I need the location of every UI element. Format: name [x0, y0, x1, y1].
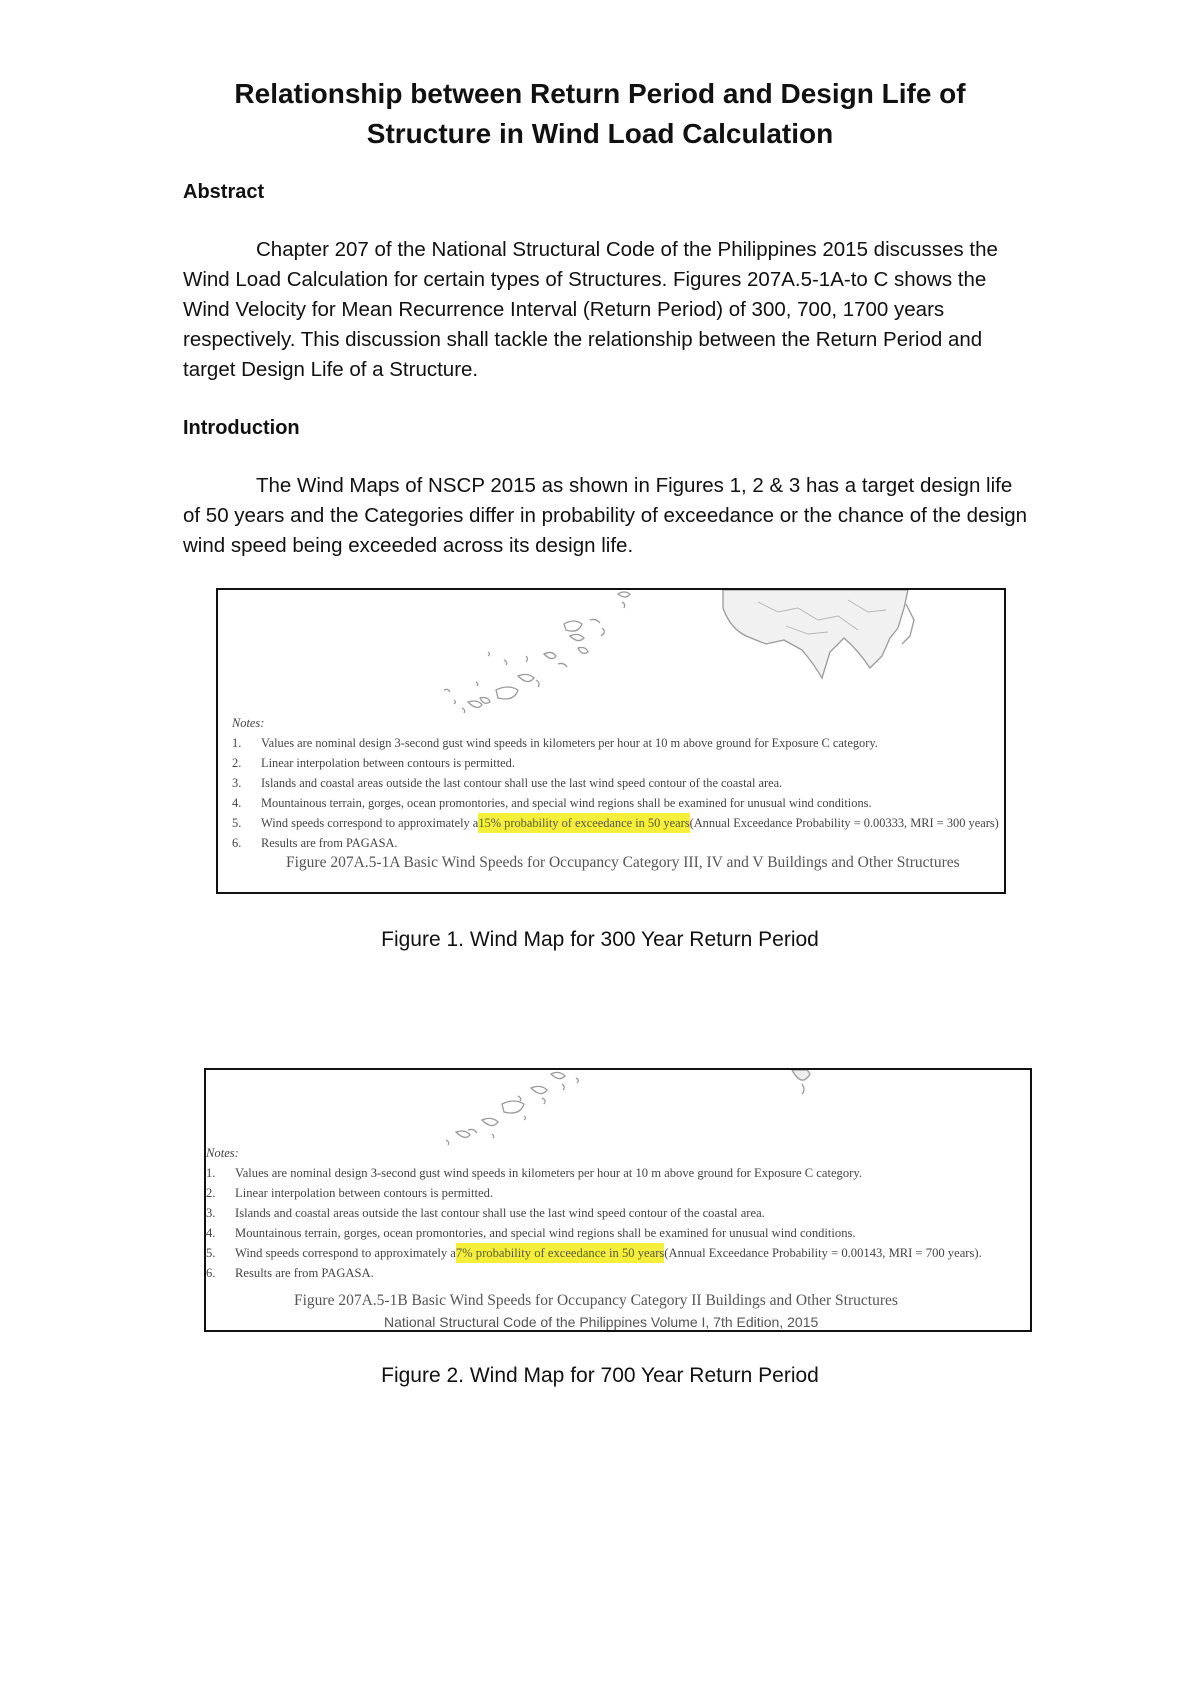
figure-1-caption: Figure 1. Wind Map for 300 Year Return Period [381, 928, 819, 951]
figure-1-notes-list [232, 733, 1002, 853]
figure-2-notes-list [206, 1163, 1026, 1283]
highlighted-probability: 7% probability of exceedance in 50 years [456, 1243, 664, 1263]
list-item: 5. Wind speeds correspond to approximately a 7% probability of exceedance in 50 years (Annual Exceedance Probability = 0.00143, MRI = 700 years). [206, 1243, 1026, 1263]
figure-2-source: National Structural Code of the Philippines Volume I, 7th Edition, 2015 [384, 1314, 819, 1330]
list-item: 1. Values are nominal design 3-second gust wind speeds in kilometers per hour at 10 m above ground for Exposure C category. [206, 1166, 862, 1180]
list-item: 1. Values are nominal design 3-second gust wind speeds in kilometers per hour at 10 m above ground for Exposure C category. [232, 736, 878, 750]
highlighted-probability: 15% probability of exceedance in 50 years [478, 813, 689, 833]
title-line-1: Relationship between Return Period and Design Life of [234, 78, 966, 109]
list-item: 6. Results are from PAGASA. [232, 836, 398, 850]
list-item: 4. Mountainous terrain, gorges, ocean promontories, and special wind regions shall be examined for unusual wind conditions. [206, 1226, 856, 1240]
figure-2-image [204, 1068, 1032, 1332]
title-line-2: Structure in Wind Load Calculation [366, 118, 834, 149]
list-item: 2. Linear interpolation between contours is permitted. [206, 1186, 494, 1200]
list-item: 6. Results are from PAGASA. [206, 1266, 374, 1280]
list-item: 3. Islands and coastal areas outside the last contour shall use the last wind speed contour of the coastal area. [206, 1206, 765, 1220]
figure-2-inner-caption: Figure 207A.5-1B Basic Wind Speeds for Occupancy Category II Buildings and Other Structures [294, 1292, 898, 1309]
figure-1-inner-caption: Figure 207A.5-1A Basic Wind Speeds for Occupancy Category III, IV and V Buildings and Other Structures [286, 854, 960, 871]
list-item: 2. Linear interpolation between contours is permitted. [232, 756, 515, 770]
abstract-paragraph: Chapter 207 of the National Structural Code of the Philippines 2015 discusses the Wind Load Calculation for certain types of Structures. Figures 207A.5-1A-to C shows the Wind Velocity for Mean Recurrence Interval (Return Period) of 300, 700, 1700 years respectively. This discussion shall tackle the relationship between the Return Period and target Design Life of a Structure. [183, 238, 998, 381]
notes-heading: Notes: [206, 1146, 239, 1160]
notes-heading: Notes: [232, 716, 265, 730]
figure-1-notes [232, 716, 1002, 853]
figure-2-caption: Figure 2. Wind Map for 700 Year Return Period [381, 1364, 819, 1387]
document-title [150, 74, 1050, 154]
list-item: 4. Mountainous terrain, gorges, ocean promontories, and special wind regions shall be examined for unusual wind conditions. [232, 796, 872, 810]
abstract-heading: Abstract [183, 181, 265, 203]
figure-1-image [216, 588, 1006, 894]
list-item: 3. Islands and coastal areas outside the last contour shall use the last wind speed contour of the coastal area. [232, 776, 783, 790]
list-item: 5. Wind speeds correspond to approximately a 15% probability of exceedance in 50 years (Annual Exceedance Probability = 0.00333, MRI = 300 years) [232, 813, 1002, 833]
figure-2-notes [206, 1146, 1026, 1283]
introduction-heading: Introduction [183, 417, 300, 439]
introduction-paragraph: The Wind Maps of NSCP 2015 as shown in Figures 1, 2 & 3 has a target design life of 50 years and the Categories differ in probability of exceedance or the chance of the design wind speed being exceeded across its design life. [183, 474, 1028, 557]
